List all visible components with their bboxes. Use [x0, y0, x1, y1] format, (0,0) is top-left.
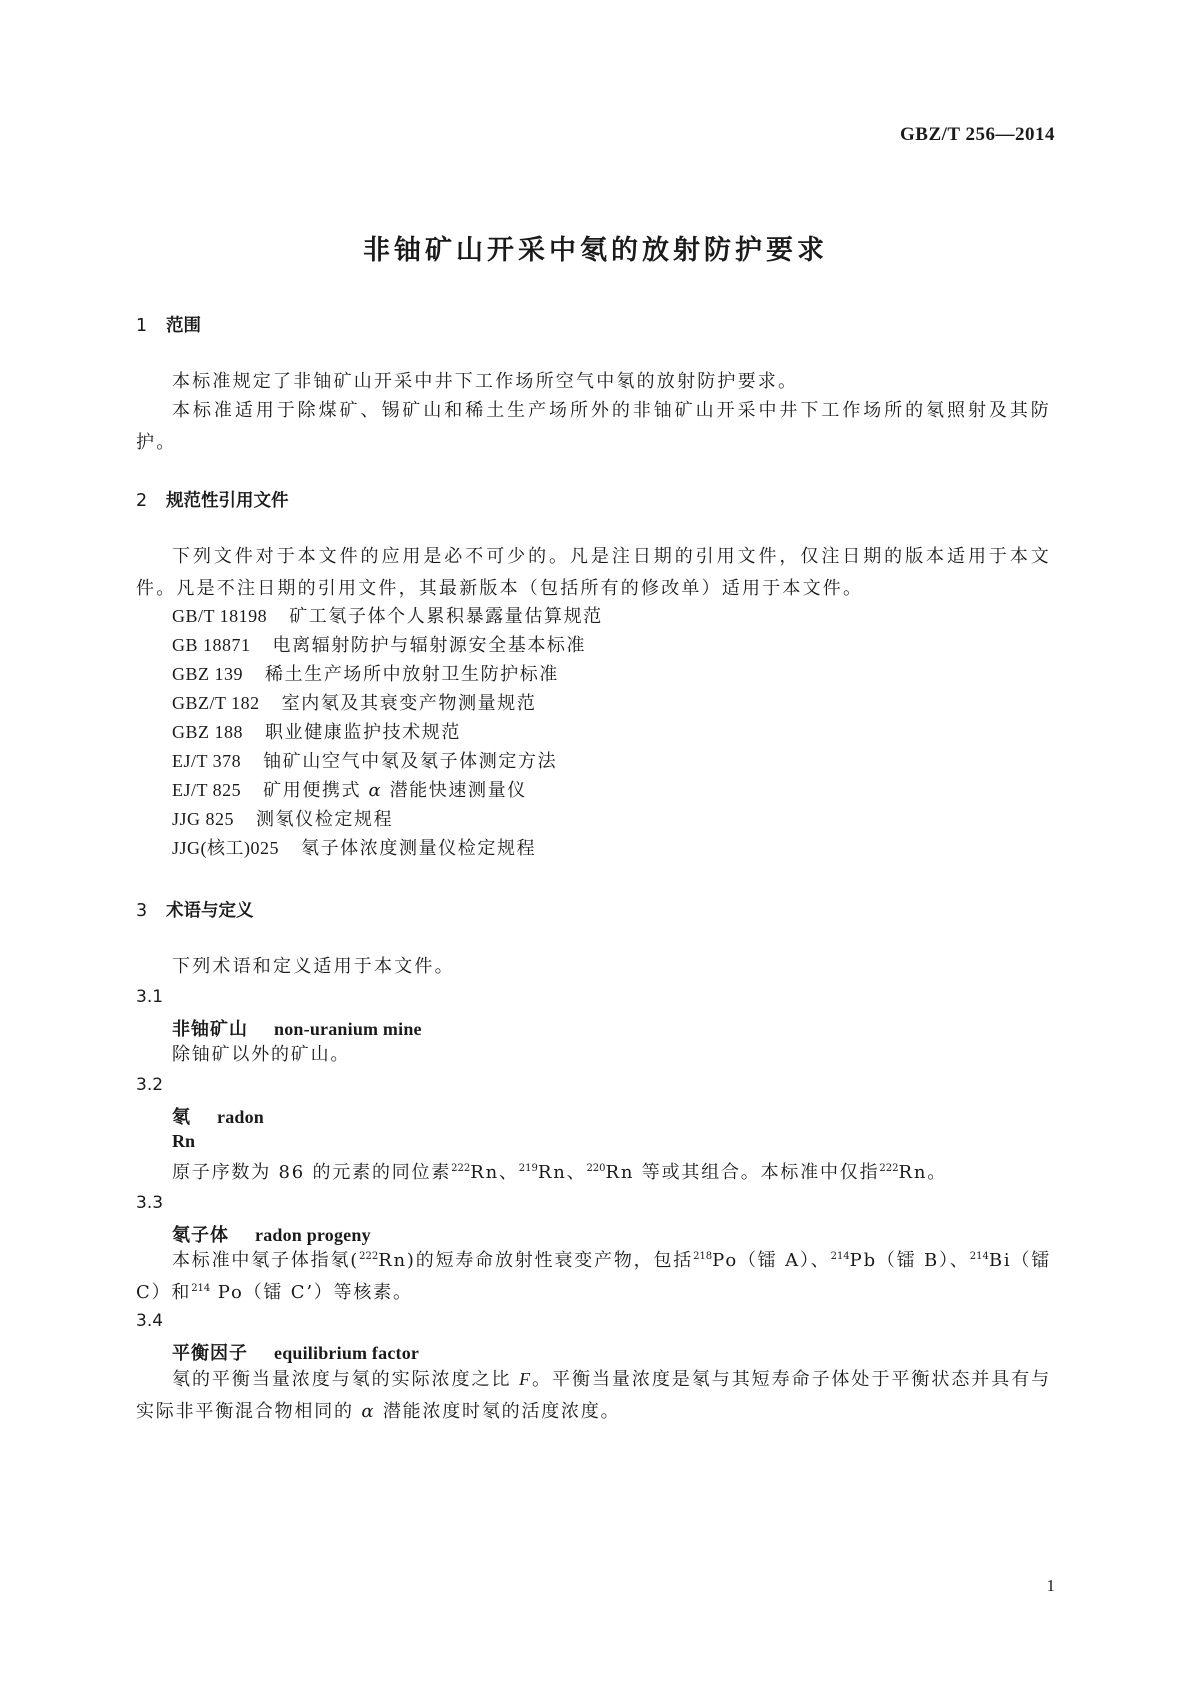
section-number: 1: [136, 316, 148, 336]
mass-number: 222: [879, 1163, 899, 1174]
reference-code: GBZ 188: [172, 722, 243, 742]
text: Rn。: [898, 1162, 948, 1183]
text: Rn)的短寿命放射性衰变产物，包括: [378, 1250, 694, 1271]
paragraph: 下列术语和定义适用于本文件。: [172, 956, 455, 977]
reference-code: JJG 825: [172, 809, 235, 829]
text: Po（镭 A）、: [712, 1250, 831, 1271]
term-english: non-uranium mine: [274, 1019, 422, 1039]
paragraph: 本标准适用于除煤矿、锡矿山和稀土生产场所外的非铀矿山开采中井下工作场所的氡照射及其防护。: [136, 400, 1051, 453]
text: Rn、: [537, 1162, 587, 1183]
text: Rn、: [470, 1162, 519, 1183]
document-title: 非铀矿山开采中氡的放射防护要求: [363, 235, 828, 266]
term-number: 3.4: [136, 1311, 164, 1331]
term-definition: [136, 1363, 1051, 1428]
reference-code: GB 18871: [172, 635, 251, 655]
mass-number: 214: [191, 1283, 211, 1294]
reference-title: 潜能快速测量仪: [389, 780, 527, 801]
mass-number: 219: [518, 1163, 538, 1174]
term-definition: [136, 1157, 1051, 1189]
reference-title: 稀土生产场所中放射卫生防护标准: [265, 664, 559, 685]
mass-number: 220: [586, 1163, 606, 1174]
reference-title: 氡子体浓度测量仪检定规程: [301, 838, 537, 859]
alpha-symbol: α: [368, 780, 383, 801]
paragraph: 下列文件对于本文件的应用是必不可少的。凡是注日期的引用文件，仅注日期的版本适用于本文件。凡是不注日期的引用文件，其最新版本（包括所有的修改单）适用于本文件。: [136, 546, 1051, 599]
reference-code: GB/T 18198: [172, 606, 268, 626]
section-number: 3: [136, 901, 148, 921]
reference-code: JJG(核工)025: [172, 838, 279, 858]
reference-title: 矿用便携式: [263, 780, 362, 801]
reference-code: EJ/T 825: [172, 780, 242, 800]
reference-title: 室内氡及其衰变产物测量规范: [281, 693, 537, 714]
text: 。平衡当量浓度是氡与其短寿命子体处于平衡状态并具有与实际非平衡混合物相同的: [136, 1369, 1051, 1422]
term-english: radon progeny: [255, 1225, 371, 1245]
text: Rn 等或其组合。本标准中仅指: [605, 1162, 880, 1183]
text: Pb（镭 B）、: [849, 1250, 970, 1271]
text: Po（镭 C’）等核素。: [210, 1282, 413, 1303]
paragraph: 本标准规定了非铀矿山开采中井下工作场所空气中氡的放射防护要求。: [172, 371, 799, 392]
mass-number: 218: [693, 1251, 713, 1262]
mass-number: 222: [451, 1163, 471, 1174]
text: 原子序数为 86 的元素的同位素: [172, 1162, 452, 1183]
term-definition: 除铀矿以外的矿山。: [172, 1044, 351, 1065]
term-symbol: Rn: [172, 1131, 196, 1151]
term-definition: [136, 1245, 1051, 1309]
reference-title: 矿工氡子体个人累积暴露量估算规范: [289, 606, 603, 627]
term-chinese: 氡子体: [172, 1225, 229, 1246]
term-heading: [172, 1221, 371, 1247]
term-heading: [172, 1103, 264, 1129]
page-number: 1: [1046, 1576, 1055, 1595]
reference-title: 测氡仪检定规程: [256, 809, 394, 830]
term-heading: [172, 1339, 419, 1365]
factor-symbol: F: [519, 1369, 532, 1389]
alpha-symbol: α: [361, 1401, 376, 1422]
term-chinese: 氡: [172, 1107, 191, 1128]
section-title: 范围: [166, 316, 201, 336]
text: Bi（镭 C）和: [136, 1250, 1052, 1303]
reference-title: 铀矿山空气中氡及氡子体测定方法: [263, 751, 558, 772]
reference-title: 职业健康监护技术规范: [265, 722, 461, 743]
term-chinese: 平衡因子: [172, 1343, 248, 1364]
text: 本标准中氡子体指氡(: [172, 1250, 360, 1271]
reference-code: EJ/T 378: [172, 751, 242, 771]
term-number: 3.1: [136, 987, 164, 1007]
term-number: 3.2: [136, 1075, 164, 1095]
standard-number: GBZ/T 256—2014: [900, 124, 1055, 145]
text: 潜能浓度时氡的活度浓度。: [382, 1401, 621, 1422]
reference-title: 电离辐射防护与辐射源安全基本标准: [272, 635, 587, 656]
reference-code: GBZ/T 182: [172, 693, 260, 713]
term-english: equilibrium factor: [274, 1343, 420, 1363]
mass-number: 214: [830, 1251, 850, 1262]
term-number: 3.3: [136, 1193, 164, 1213]
section-title: 术语与定义: [166, 901, 254, 921]
section-number: 2: [136, 491, 148, 511]
reference-item: [172, 832, 536, 865]
reference-code: GBZ 139: [172, 664, 243, 684]
text: 氡的平衡当量浓度与氡的实际浓度之比: [172, 1369, 512, 1390]
mass-number: 222: [359, 1251, 379, 1262]
section-3-heading: [136, 897, 254, 922]
section-title: 规范性引用文件: [166, 491, 289, 511]
term-english: radon: [217, 1107, 265, 1127]
mass-number: 214: [969, 1251, 989, 1262]
section-1-heading: [136, 312, 201, 337]
term-chinese: 非铀矿山: [172, 1019, 248, 1040]
term-heading: [172, 1015, 422, 1041]
section-2-heading: [136, 487, 289, 512]
